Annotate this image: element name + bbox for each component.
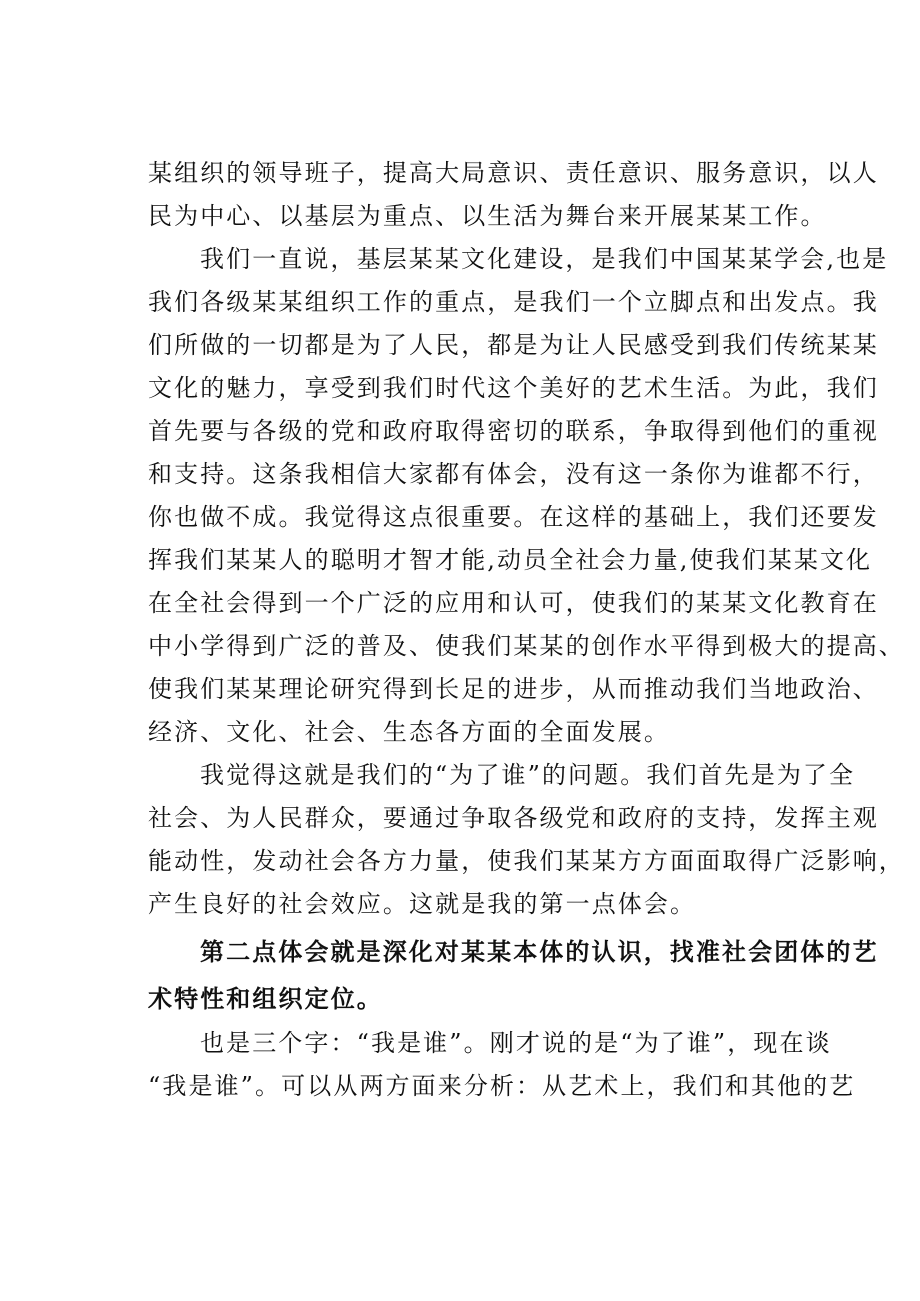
text-line: 们所做的一切都是为了人民，都是为让人民感受到我们传统某某: [148, 331, 879, 359]
text-line: 挥我们某某人的聪明才智才能,动员全社会力量,使我们某某文化: [148, 546, 873, 574]
text-line: 产生良好的社会效应。这就是我的第一点体会。: [148, 890, 697, 918]
paragraph: [148, 1022, 856, 1108]
paragraph-continuation: [148, 152, 879, 238]
text-line: 社会、为人民群众，要通过争取各级党和政府的支持，发挥主观: [148, 804, 879, 832]
text-line: 在全社会得到一个广泛的应用和认可，使我们的某某文化教育在: [148, 589, 879, 617]
text-line: 首先要与各级的党和政府取得密切的联系，争取得到他们的重视: [148, 417, 879, 445]
text-line: 我们各级某某组织工作的重点，是我们一个立脚点和出发点。我: [148, 288, 879, 316]
text-line: 我觉得这就是我们的“为了谁”的问题。我们首先是为了全: [200, 761, 856, 789]
document-body: [148, 152, 905, 1108]
text-line: 经济、文化、社会、生态各方面的全面发展。: [148, 718, 670, 746]
text-line: 你也做不成。我觉得这点很重要。在这样的基础上，我们还要发: [148, 503, 879, 531]
heading-line: 第二点体会就是深化对某某本体的认识，找准社会团体的艺: [200, 937, 879, 966]
text-line: 民为中心、以基层为重点、以生活为舞台来开展某某工作。: [148, 202, 827, 230]
text-line: “我是谁”。可以从两方面来分析：从艺术上，我们和其他的艺: [148, 1072, 856, 1100]
text-line: 也是三个字：“我是谁”。刚才说的是“为了谁”，现在谈: [200, 1029, 832, 1057]
section-heading: [148, 928, 879, 1022]
paragraph: [148, 238, 905, 754]
text-line: 使我们某某理论研究得到长足的进步，从而推动我们当地政治、: [148, 675, 879, 703]
heading-line: 术特性和组织定位。: [148, 984, 383, 1013]
text-line: 某组织的领导班子，提高大局意识、责任意识、服务意识，以人: [148, 159, 879, 187]
text-line: 能动性，发动社会各方力量，使我们某某方方面面取得广泛影响，: [148, 847, 905, 875]
text-line: 和支持。这条我相信大家都有体会，没有这一条你为谁都不行，: [148, 460, 879, 488]
text-line: 中小学得到广泛的普及、使我们某某的创作水平得到极大的提高、: [148, 632, 905, 660]
text-line: 我们一直说，基层某某文化建设，是我们中国某某学会,也是: [200, 245, 889, 273]
text-line: 文化的魅力，享受到我们时代这个美好的艺术生活。为此，我们: [148, 374, 879, 402]
paragraph: [148, 754, 905, 926]
